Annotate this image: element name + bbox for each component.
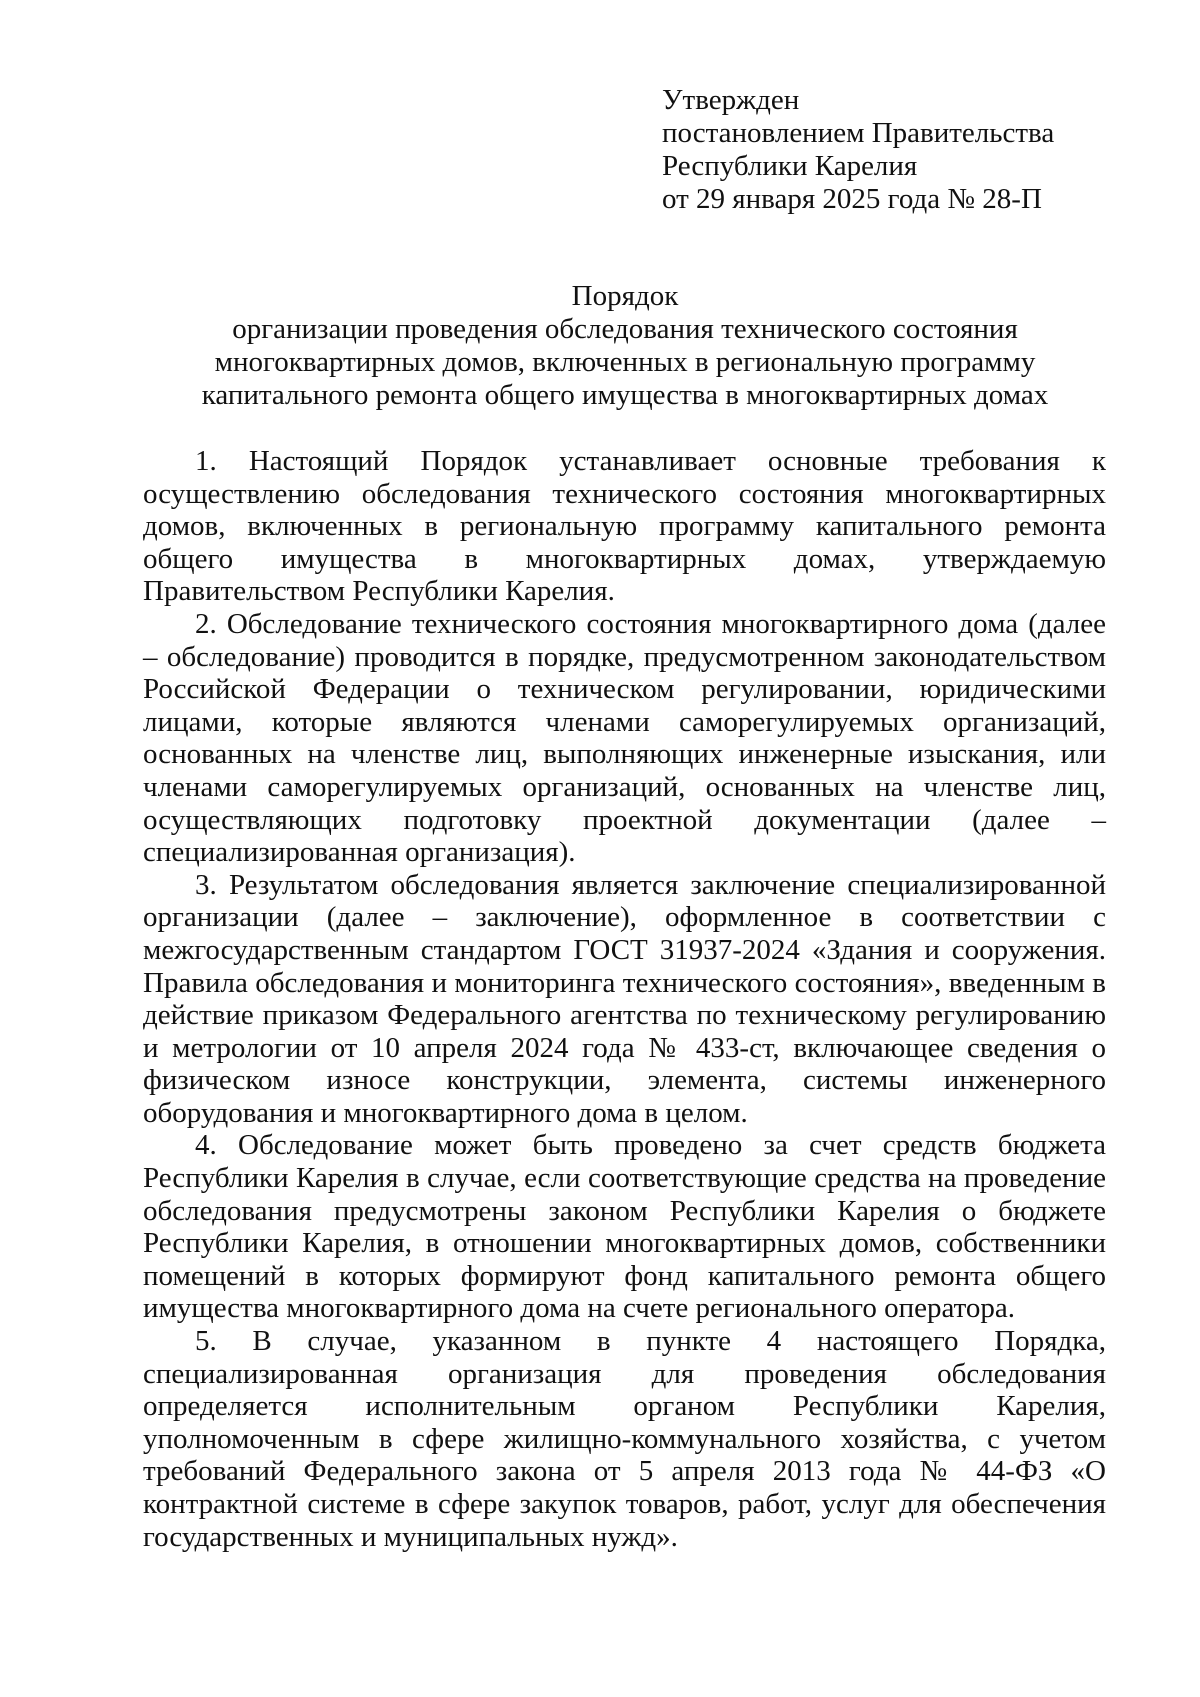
paragraph-text: Результатом обследования является заключение специализированной организации (далее – заключение), оформленное в соответствии с межгосударственным стандартом ГОСТ 31937-2024 «Здания и сооружения. Правила обследования и мониторинга технического состояния», введенным в действие приказом Федерального агентства по техническому регулированию и метрологии от 10 апреля 2024 года № 433-ст, включающее сведения о физическом износе конструкции, элемента, системы инженерного оборудования и многоквартирного дома в целом. [143,868,1106,1129]
paragraph-text: Настоящий Порядок устанавливает основные требования к осуществлению обследования технического состояния многоквартирных домов, включенных в региональную программу капитального ремонта общего имущества в многоквартирных домах, утверждаемую Правительством Республики Карелия. [143,445,1107,608]
approval-date-line: от 29 января 2025 года № 28-П [662,183,1042,215]
paragraph-2 [143,608,1106,869]
paragraph-5 [143,1325,1106,1553]
paragraph-number: 5. [195,1325,217,1358]
document-body [143,445,1106,1553]
paragraph-number: 2. [195,607,217,640]
title-line: организации проведения обследования технического состояния [232,313,1018,345]
paragraph-1 [143,445,1106,608]
approval-stamp [662,84,1054,216]
approval-line: постановлением Правительства [662,117,1055,149]
document-title [140,280,1110,412]
title-heading: Порядок [571,280,679,312]
title-line: многоквартирных домов, включенных в региональную программу [214,346,1036,378]
paragraph-number: 3. [195,868,217,901]
paragraph-number: 4. [195,1129,217,1162]
paragraph-text: В случае, указанном в пункте 4 настоящего Порядка, специализированная организация для проведения обследования определяется исполнительным органом Республики Карелия, уполномоченным в сфере жилищно-коммунального хозяйства, с учетом требований Федерального закона от 5 апреля 2013 года № 44-ФЗ «О контрактной системе в сфере закупок товаров, работ, услуг для обеспечения государственных и муниципальных нужд». [143,1325,1107,1553]
approval-line: Республики Карелия [662,150,918,182]
paragraph-4 [143,1129,1106,1325]
title-line: капитального ремонта общего имущества в многоквартирных домах [201,379,1049,411]
paragraph-text: Обследование технического состояния многоквартирного дома (далее – обследование) проводится в порядке, предусмотренном законодательством Российской Федерации о техническом регулировании, юридическими лицами, которые являются членами саморегулируемых организаций, основанных на членстве лиц, выполняющих инженерные изыскания, или членами саморегулируемых организаций, основанных на членстве лиц, осуществляющих подготовку проектной документации (далее – специализированная организация). [143,607,1107,869]
paragraph-number: 1. [195,445,217,477]
paragraph-3 [143,869,1106,1130]
paragraph-text: Обследование может быть проведено за счет средств бюджета Республики Карелия в случае, если соответствующие средства на проведение обследования предусмотрены законом Республики Карелия о бюджете Республики Карелия, в отношении многоквартирных домов, собственники помещений в которых формируют фонд капитального ремонта общего имущества многоквартирного дома на счете регионального оператора. [143,1129,1106,1325]
approval-line: Утвержден [662,84,800,116]
